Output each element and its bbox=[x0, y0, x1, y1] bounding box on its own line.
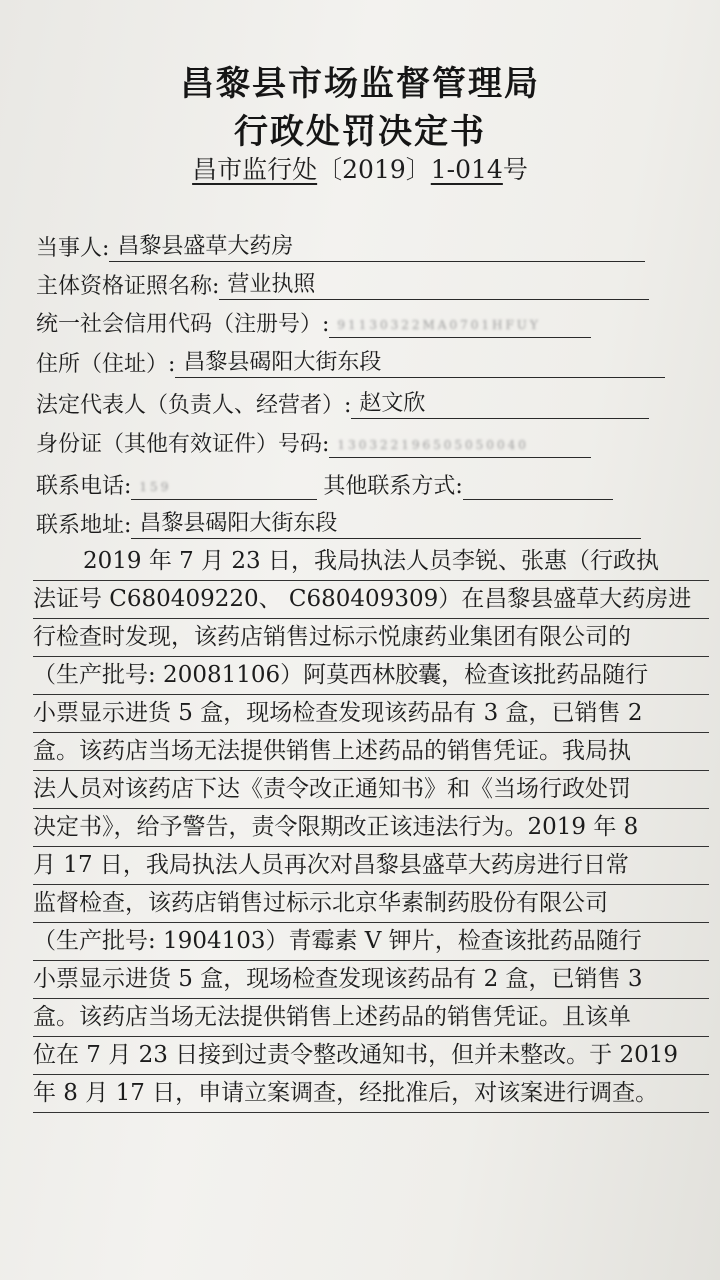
id-label: 身份证（其他有效证件）号码: bbox=[36, 432, 330, 457]
phone-value: 159 bbox=[139, 480, 172, 494]
address-value: 昌黎县碣阳大街东段 bbox=[175, 348, 665, 378]
id-value: 130322196505050040 bbox=[337, 438, 529, 452]
id-field bbox=[36, 424, 591, 458]
other-contact-value bbox=[463, 470, 613, 500]
credit-code-field bbox=[36, 304, 591, 338]
case-description bbox=[33, 543, 709, 1113]
party-label: 当事人: bbox=[36, 236, 110, 261]
party-value: 昌黎县盛草大药房 bbox=[109, 232, 645, 262]
body-line: 法证号 C680409220、 C680409309）在昌黎县盛草大药房进 bbox=[33, 581, 709, 619]
credit-code-label: 统一社会信用代码（注册号）: bbox=[36, 312, 330, 337]
credit-code-value: 91130322MA0701HFUY bbox=[337, 318, 541, 332]
document-number bbox=[0, 150, 720, 186]
document-title: 行政处罚决定书 bbox=[234, 112, 486, 152]
body-line: 盒。该药店当场无法提供销售上述药品的销售凭证。我局执 bbox=[33, 733, 709, 771]
doc-serial: 1-014 bbox=[430, 155, 503, 184]
body-line: 位在 7 月 23 日接到过责令整改通知书，但并未整改。于 2019 bbox=[33, 1037, 709, 1075]
address-label: 住所（住址）: bbox=[36, 352, 176, 377]
body-line: （生产批号: 20081106）阿莫西林胶囊，检查该批药品随行 bbox=[33, 657, 709, 695]
body-line: 监督检查，该药店销售过标示北京华素制药股份有限公司 bbox=[33, 885, 709, 923]
doc-prefix: 昌市监行处 bbox=[192, 155, 318, 184]
body-line: 行检查时发现，该药店销售过标示悦康药业集团有限公司的 bbox=[33, 619, 709, 657]
address-field bbox=[36, 344, 665, 378]
body-line: （生产批号: 1904103）青霉素 V 钾片，检查该批药品随行 bbox=[33, 923, 709, 961]
phone-label: 联系电话: bbox=[36, 474, 132, 499]
body-line: 月 17 日，我局执法人员再次对昌黎县盛草大药房进行日常 bbox=[33, 847, 709, 885]
body-line: 小票显示进货 5 盒，现场检查发现该药品有 3 盒，已销售 2 bbox=[33, 695, 709, 733]
contact-address-value: 昌黎县碣阳大街东段 bbox=[131, 509, 641, 539]
legal-rep-value: 赵文欣 bbox=[351, 389, 649, 419]
body-line: 法人员对该药店下达《责令改正通知书》和《当场行政处罚 bbox=[33, 771, 709, 809]
doc-year: 〔2019〕 bbox=[317, 155, 431, 184]
body-line: 小票显示进货 5 盒，现场检查发现该药品有 2 盒，已销售 3 bbox=[33, 961, 709, 999]
other-contact-label: 其他联系方式: bbox=[323, 474, 463, 499]
license-field bbox=[36, 266, 649, 300]
legal-rep-field bbox=[36, 385, 649, 419]
body-line: 年 8 月 17 日，申请立案调查，经批准后，对该案进行调查。 bbox=[33, 1075, 709, 1113]
doc-suffix: 号 bbox=[502, 155, 528, 184]
legal-rep-label: 法定代表人（负责人、经营者）: bbox=[36, 393, 352, 418]
contact-address-label: 联系地址: bbox=[36, 513, 132, 538]
agency-title: 昌黎县市场监督管理局 bbox=[180, 64, 540, 104]
body-line: 盒。该药店当场无法提供销售上述药品的销售凭证。且该单 bbox=[33, 999, 709, 1037]
body-line: 2019 年 7 月 23 日，我局执法人员李锐、张惠（行政执 bbox=[33, 543, 709, 581]
contact-address-field bbox=[36, 505, 641, 539]
body-line: 决定书》，给予警告，责令限期改正该违法行为。2019 年 8 bbox=[33, 809, 709, 847]
phone-field bbox=[36, 466, 613, 500]
license-value: 营业执照 bbox=[219, 270, 649, 300]
party-field bbox=[36, 228, 645, 262]
license-label: 主体资格证照名称: bbox=[36, 274, 220, 299]
